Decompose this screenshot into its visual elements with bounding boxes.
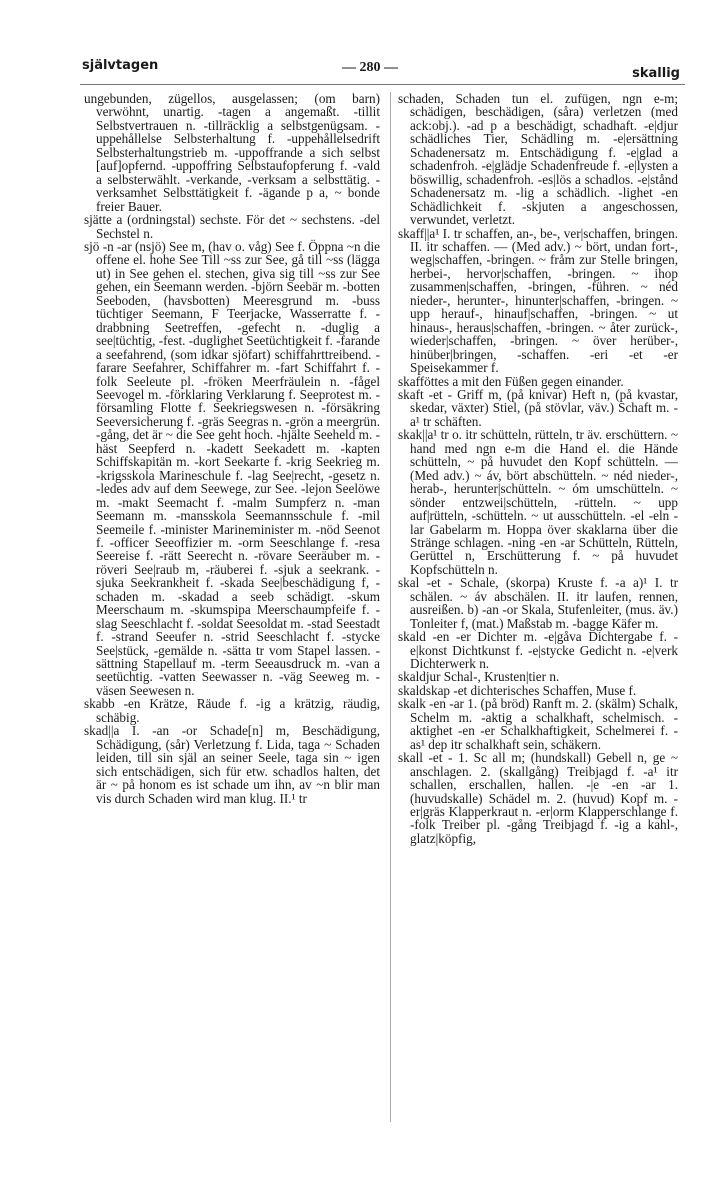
entry-paragraph: skaft -et - Griff m, (på knivar) Heft n, (på kvastar, skedar, växter) Stiel, (på stövlar, väv.) Schaft m. -a¹ tr schäften. [398,386,678,429]
entry-paragraph: schaden, Schaden tun el. zufügen, ngn e-m; schädigen, beschädigen, (såra) verletzen (med ack:obj.). -ad p a beschädigt, schadhaft. -e|djur schädliches Tier, Schädling m. -e|ersättning Schadenersatz m. Entschädigung f. -e|glad a schadenfroh. -e|glädje Schadenfreude f. -e|lysten a böswillig, schadenfroh. -es|lös a schadlos. -e|stånd Schadenersatz m. -lig a schädlich. -lighet -en Schädlichkeit f. -skjuten a angeschossen, verwundet, verletzt. [398,91,678,228]
entry-paragraph: skal -et - Schale, (skorpa) Kruste f. -a a)¹ I. tr schälen. ~ áv abschälen. II. itr laufen, rennen, ausreißen. b) -an -or Skala, Stufenleiter, (mus. äv.) Tonleiter f, (mat.) Maßstab m. -bagge Käfer m. [398,575,678,631]
entry-paragraph: skald -en -er Dichter m. -e|gåva Dichtergabe f. -e|konst Dichtkunst f. -e|stycke Gedicht n. -e|verk Dichterwerk n. [398,629,678,672]
column-divider [390,92,391,1122]
entry-paragraph: skalk -en -ar 1. (på bröd) Ranft m. 2. (skälm) Schalk, Schelm m. -aktig a schalkhaft, schelmisch. -aktighet -en -er Schalkhaftigkeit, Schelmerei f. -as¹ dep itr schalkhaft sein, schäkern. [398,696,678,752]
left-running-headword: självtagen [82,58,159,73]
right-column [398,92,678,845]
entry-paragraph: skall -et - 1. Sc all m; (hundskall) Gebell n, ge ~ anschlagen. 2. (skallgång) Treibjagd f. -a¹ itr schallen, erschallen, hallen. -|e -en -ar 1. (huvudskalle) Schädel m. 2. (huvud) Kopf m. -er|gräs Klapperkraut n. -er|orm Klapperschlange f. -folk Treiber pl. -gång Treibjagd f. -ig a kahl-, glatz|köpfig, [398,750,678,846]
page-number: — 280 — [342,60,398,75]
entry-paragraph: skaff||a¹ I. tr schaffen, an-, be-, ver|schaffen, bringen. II. itr schaffen. — (Med adv.) ~ bört, undan fort-, weg|schaffen, -bringen. ~ fråm zur Stelle bringen, herbei-, hervor|schaffen, -bringen. ~ ihop zusammen|schaffen, -bringen, -führen. ~ néd nieder-, herunter-, hinunter|schaffen, -bringen. ~ upp herauf-, hinauf|schaffen, -bringen. ~ ut hinaus-, heraus|schaffen, -bringen. ~ åter zurück-, wieder|schaffen, -bringen. ~ över herüber-, hinüber|bringen, -schaffen. -eri -et -er Speisekammer f. [398,225,678,376]
entry-paragraph: skaldjur Schal-, Krusten|tier n. [398,669,560,685]
entry-paragraph: ungebunden, zügellos, ausgelassen; (om barn) verwöhnt, unartig. -tagen a angemaßt. -tillit Selbstvertrauen n. -tillräcklig a selbstgenügsam. -uppehållelse Selbsterhaltung f. -uppehållelsedrift Selbsterhaltungstrieb m. -uppoffrande a sich selbst [auf]opfernd. -uppoffring Selbstaufopferung f. -vald a selbsterwählt. -verkande, -verksam a selbsttätig. -verksamhet Selbsttätigkeit f. -ägande p a, ~ bonde freier Bauer. [84,91,380,214]
entry-paragraph: skak||a¹ tr o. itr schütteln, rütteln, tr äv. erschüttern. ~ hand med ngn e-m die Hand el. die Hände schütteln, ~ på huvudet den Kopf schütteln. — (Med adv.) ~ áv, bört abschütteln. ~ néd nieder-, herab-, herunter|schütteln. ~ óm umschütteln. ~ sönder entzwei|schütteln, -rütteln. ~ upp auf|rütteln, -schütteln. ~ ut ausschütteln. -el -eln -lar Gabelarm m. Hoppa över skaklarna über die Stränge schlagen. -ning -en -ar Schütteln, Rütteln, Gerüttel n, Erschütterung f. ~ på huvudet Kopfschütteln n. [398,427,678,577]
left-column [84,92,380,805]
entry-paragraph: sjätte a (ordningstal) sechste. För det ~ sechstens. -del Sechstel n. [84,212,380,241]
entry-paragraph: skaldskap -et dichterisches Schaffen, Muse f. [398,682,637,698]
entry-paragraph: skad||a I. -an -or Schade[n] m, Beschädigung, Schädigung, (sår) Verletzung f. Lida, taga ~ Schaden leiden, till sin själ an seiner Seele, taga sin ~ igen sich entschädigen, sich für etw. schadlos halten, det är ~ på honom es ist schade um ihn, av ~n blir man vis durch Schaden wird man klug. II.¹ tr [84,723,380,806]
entry-paragraph: sjö -n -ar (nsjö) See m, (hav o. våg) See f. Öppna ~n die offene el. hohe See Till ~ss zur See, gå till ~ss (lägga ut) in See gehen el. stechen, giva sig till ~ss zur See gehen, ein Seemann werden. -björn Seebär m. -botten Seeboden, (havsbotten) Meeresgrund m. -buss tüchtiger Seemann, F Teerjacke, Wasserratte f. -drabbning Seetreffen, -gefecht n. -duglig a see|tüchtig, -fest. -duglighet Seetüchtigkeit f. -farande a seefahrend, (som idkar sjöfart) schiffahrttreibend. -farare Seefahrer, Schiffahrer m. -fart Schiffahrt f. -folk Seeleute pl. -fröken Meerfräulein n. -fågel Seevogel m. -förklaring Verklarung f. Seeprotest m. -församling Flotte f. Seekriegswesen n. -försäkring Seeversicherung f. -gräs Seegras n. -grön a meergrün. -gång, det är ~ die See geht hoch. -hjälte Seeheld m. -häst Seepferd n. -kadett Seekadett m. -kapten Schiffskapitän m. -kort Seekarte f. -krig Seekrieg m. -krigsskola Marineschule f. -lag See|recht, -gesetz n. -ledes adv auf dem Seewege, zur See. -lejon Seelöwe m. -makt Seemacht f. -malm Sumpferz n. -man Seemann m. -mansskola Seemannsschule f. -mil Seemeile f. -minister Marineminister m. -nöd Seenot f. -officer Seeoffizier m. -orm Seeschlange f. -resa Seereise f. -rätt Seerecht n. -rövare Seeräuber m. -röveri See|raub m, -räuberei f. -sjuk a seekrank. -sjuka Seekrankheit f. -skada See|beschädigung f, -schaden m. -skadad a seeb schädigt. -skum Meerschaum m. -skumspipa Meerschaumpfeife f. -slag Seeschlacht f. -soldat Seesoldat m. -stad Seestadt f. -strand Seeufer n. -strid Seeschlacht f. -stycke See|stück, -gemälde n. -sätta tr vom Stapel lassen. -sättning Stapellauf m. -term Seeausdruck m. -van a seetüchtig. -vatten Seewasser n. -väg Seeweg m. -väsen Seewesen n. [84,238,380,698]
header-rule [80,84,685,85]
entry-paragraph: skafföttes a mit den Füßen gegen einander. [398,373,624,389]
page-header [72,56,684,84]
right-running-headword: skallig [632,66,680,81]
entry-paragraph: skabb -en Krätze, Räude f. -ig a krätzig, räudig, schäbig. [84,696,380,725]
